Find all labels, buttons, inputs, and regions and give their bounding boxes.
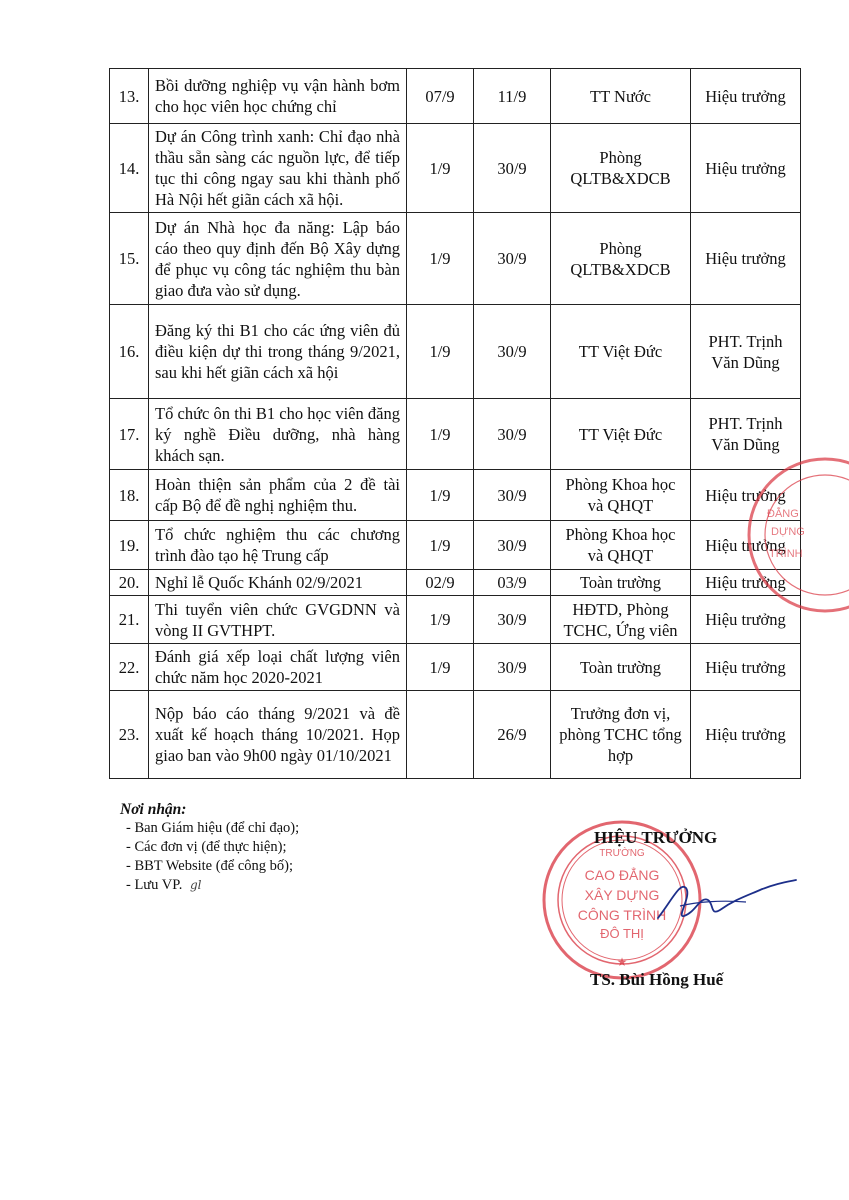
table-row [110, 470, 801, 521]
leader: Hiệu trưởng [691, 470, 801, 521]
start-date: 1/9 [407, 399, 474, 470]
leader: Hiệu trưởng [691, 69, 801, 124]
task-description: Đăng ký thi B1 cho các ứng viên đủ điều kiện dự thi trong tháng 9/2021, sau khi hết giãn cách xã hội [149, 305, 407, 399]
recipient-item: - BBT Website (để công bố); [126, 858, 294, 874]
table-row [110, 399, 801, 470]
table-row [110, 691, 801, 779]
row-number: 18. [110, 470, 149, 521]
task-description: Dự án Công trình xanh: Chỉ đạo nhà thầu sẵn sàng các nguồn lực, để tiếp tục thi công ngay sau khi thành phố Hà Nội hết giãn cách xã hội. [149, 124, 407, 213]
table-row [110, 213, 801, 305]
task-description: Nghỉ lễ Quốc Khánh 02/9/2021 [149, 570, 407, 596]
table-row [110, 521, 801, 570]
recipient-item [120, 876, 299, 895]
leader: Hiệu trưởng [691, 570, 801, 596]
start-date: 02/9 [407, 570, 474, 596]
start-date: 1/9 [407, 521, 474, 570]
recipient-item-text: - Lưu VP. [126, 877, 183, 893]
row-number: 19. [110, 521, 149, 570]
table-row [110, 644, 801, 691]
end-date: 03/9 [474, 570, 551, 596]
end-date: 11/9 [474, 69, 551, 124]
row-number: 14. [110, 124, 149, 213]
edge-seal [745, 455, 849, 615]
responsible-unit: TT Nước [551, 69, 691, 124]
start-date: 1/9 [407, 470, 474, 521]
clerk-initials: gl [189, 878, 202, 892]
end-date: 26/9 [474, 691, 551, 779]
leader: Hiệu trưởng [691, 124, 801, 213]
responsible-unit: Phòng QLTB&XDCB [551, 213, 691, 305]
handwritten-signature [650, 860, 800, 940]
task-description: Đánh giá xếp loại chất lượng viên chức năm học 2020-2021 [149, 644, 407, 691]
recipient-item: - Ban Giám hiệu (để chỉ đạo); [126, 820, 300, 836]
edge-seal-text-2: DỰNG [771, 526, 805, 538]
leader: Hiệu trưởng [691, 521, 801, 570]
task-description: Thi tuyển viên chức GVGDNN và vòng II GVTHPT. [149, 596, 407, 644]
row-number: 16. [110, 305, 149, 399]
table-row [110, 305, 801, 399]
edge-seal-text-3: TRÌNH [769, 548, 803, 560]
responsible-unit: HĐTD, Phòng TCHC, Ứng viên [551, 596, 691, 644]
responsible-unit: Phòng Khoa học và QHQT [551, 470, 691, 521]
end-date: 30/9 [474, 399, 551, 470]
row-number: 15. [110, 213, 149, 305]
start-date: 1/9 [407, 596, 474, 644]
leader: Hiệu trưởng [691, 213, 801, 305]
recipient-item: - Các đơn vị (để thực hiện); [126, 839, 287, 855]
row-number: 17. [110, 399, 149, 470]
svg-text:★: ★ [616, 955, 628, 969]
responsible-unit: Phòng QLTB&XDCB [551, 124, 691, 213]
task-description: Dự án Nhà học đa năng: Lập báo cáo theo quy định đến Bộ Xây dựng để phục vụ công tác nghiệm thu bàn giao đưa vào sử dụng. [149, 213, 407, 305]
end-date: 30/9 [474, 644, 551, 691]
recipients-block [120, 800, 299, 895]
task-description: Nộp báo cáo tháng 9/2021 và đề xuất kế hoạch tháng 10/2021. Họp giao ban vào 9h00 ngày 01/10/2021 [149, 691, 407, 779]
task-description: Tổ chức nghiệm thu các chương trình đào tạo hệ Trung cấp [149, 521, 407, 570]
task-description: Tổ chức ôn thi B1 cho học viên đăng ký nghề Điều dưỡng, nhà hàng khách sạn. [149, 399, 407, 470]
leader: Hiệu trưởng [691, 596, 801, 644]
row-number: 20. [110, 570, 149, 596]
start-date: 07/9 [407, 69, 474, 124]
task-description: Hoàn thiện sản phẩm của 2 đề tài cấp Bộ để đề nghị nghiệm thu. [149, 470, 407, 521]
seal-line-1: TRƯỜNG [599, 848, 645, 859]
table-row [110, 570, 801, 596]
row-number: 23. [110, 691, 149, 779]
responsible-unit: Trưởng đơn vị, phòng TCHC tổng hợp [551, 691, 691, 779]
table-row [110, 596, 801, 644]
end-date: 30/9 [474, 470, 551, 521]
leader: PHT. Trịnh Văn Dũng [691, 305, 801, 399]
leader: Hiệu trưởng [691, 644, 801, 691]
end-date: 30/9 [474, 213, 551, 305]
start-date: 1/9 [407, 124, 474, 213]
start-date: 1/9 [407, 305, 474, 399]
row-number: 21. [110, 596, 149, 644]
responsible-unit: Toàn trường [551, 644, 691, 691]
end-date: 30/9 [474, 124, 551, 213]
task-description: Bồi dưỡng nghiệp vụ vận hành bơm cho học viên học chứng chỉ [149, 69, 407, 124]
start-date: 1/9 [407, 644, 474, 691]
recipients-heading: Nơi nhận: [120, 801, 187, 818]
signer-name: TS. Bùi Hồng Huế [590, 970, 724, 989]
seal-line-5: ĐÔ THỊ [600, 926, 644, 941]
seal-line-4: CÔNG TRÌNH [577, 907, 667, 923]
responsible-unit: TT Việt Đức [551, 305, 691, 399]
end-date: 30/9 [474, 596, 551, 644]
row-number: 22. [110, 644, 149, 691]
signature-title: HIỆU TRƯỞNG [594, 828, 718, 847]
table-row [110, 69, 801, 124]
responsible-unit: Toàn trường [551, 570, 691, 596]
start-date [407, 691, 474, 779]
leader: Hiệu trưởng [691, 691, 801, 779]
plan-table-body [110, 69, 801, 779]
start-date: 1/9 [407, 213, 474, 305]
seal-line-3: XÂY DỰNG [584, 887, 660, 903]
responsible-unit: TT Việt Đức [551, 399, 691, 470]
row-number: 13. [110, 69, 149, 124]
edge-seal-text-1: ĐẲNG [767, 508, 799, 520]
seal-line-2: CAO ĐẲNG [584, 867, 660, 883]
end-date: 30/9 [474, 521, 551, 570]
end-date: 30/9 [474, 305, 551, 399]
responsible-unit: Phòng Khoa học và QHQT [551, 521, 691, 570]
leader: PHT. Trịnh Văn Dũng [691, 399, 801, 470]
plan-table [109, 68, 801, 779]
table-row [110, 124, 801, 213]
